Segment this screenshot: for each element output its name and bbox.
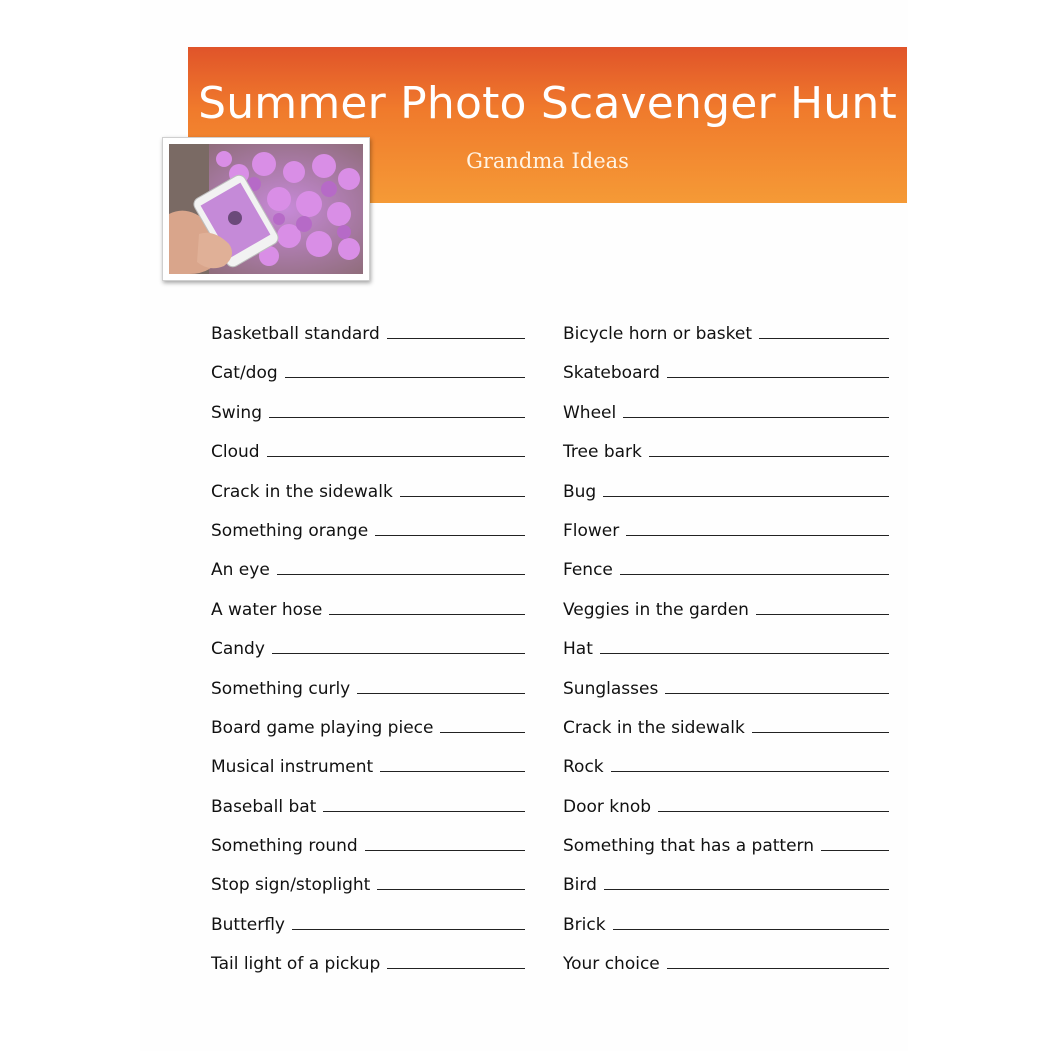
checklist-item <box>211 915 525 954</box>
checklist-item <box>563 875 889 914</box>
checklist-item <box>211 442 525 481</box>
checklist-item-label: Brick <box>563 914 606 935</box>
answer-blank-line[interactable] <box>604 875 889 890</box>
page-title: Summer Photo Scavenger Hunt <box>198 78 897 129</box>
checklist-item <box>211 679 525 718</box>
checklist-item-label: Crack in the sidewalk <box>211 481 393 502</box>
checklist-item-label: Cat/dog <box>211 363 278 384</box>
answer-blank-line[interactable] <box>821 836 889 851</box>
answer-blank-line[interactable] <box>380 757 525 772</box>
checklist-item <box>563 560 889 599</box>
checklist-item-label: Flower <box>563 520 620 541</box>
checklist-item <box>211 403 525 442</box>
checklist-item <box>211 639 525 678</box>
left-checklist <box>211 324 525 994</box>
checklist-item-label: Baseball bat <box>211 796 317 817</box>
answer-blank-line[interactable] <box>440 718 525 733</box>
answer-blank-line[interactable] <box>277 560 525 575</box>
phone-photographing-flowers-image <box>169 144 363 274</box>
checklist-item-label: An eye <box>211 560 270 581</box>
checklist-item-label: Musical instrument <box>211 757 374 778</box>
checklist-item <box>563 600 889 639</box>
checklist-item <box>211 797 525 836</box>
checklist-item <box>563 482 889 521</box>
checklist-item <box>563 954 889 993</box>
answer-blank-line[interactable] <box>667 954 889 969</box>
checklist-item <box>211 324 525 363</box>
checklist-item-label: Crack in the sidewalk <box>563 717 745 738</box>
checklist-item <box>211 954 525 993</box>
answer-blank-line[interactable] <box>756 600 889 615</box>
answer-blank-line[interactable] <box>400 482 525 497</box>
answer-blank-line[interactable] <box>323 797 525 812</box>
checklist-item <box>563 639 889 678</box>
answer-blank-line[interactable] <box>611 757 889 772</box>
checklist-item <box>563 836 889 875</box>
answer-blank-line[interactable] <box>365 836 525 851</box>
checklist-item-label: Skateboard <box>563 363 660 384</box>
checklist-item-label: Bicycle horn or basket <box>563 324 752 344</box>
checklist-item <box>211 836 525 875</box>
answer-blank-line[interactable] <box>603 482 889 497</box>
answer-blank-line[interactable] <box>658 797 889 812</box>
checklist-item <box>211 482 525 521</box>
checklist-item <box>563 442 889 481</box>
checklist-item-label: A water hose <box>211 599 323 620</box>
checklist-item <box>211 757 525 796</box>
checklist-item <box>211 363 525 402</box>
checklist-item-label: Something round <box>211 836 358 857</box>
checklist-item <box>563 797 889 836</box>
checklist-item <box>211 718 525 757</box>
checklist-item-label: Something orange <box>211 520 369 541</box>
checklist-item <box>211 600 525 639</box>
checklist-item <box>211 521 525 560</box>
answer-blank-line[interactable] <box>626 521 889 536</box>
checklist-item-label: Board game playing piece <box>211 717 434 738</box>
answer-blank-line[interactable] <box>357 679 525 694</box>
answer-blank-line[interactable] <box>272 639 525 654</box>
checklist-item-label: Rock <box>563 757 604 778</box>
checklist-item-label: Hat <box>563 639 593 660</box>
checklist-item <box>563 915 889 954</box>
answer-blank-line[interactable] <box>600 639 889 654</box>
checklist-item <box>563 403 889 442</box>
answer-blank-line[interactable] <box>267 442 525 457</box>
answer-blank-line[interactable] <box>752 718 889 733</box>
checklist-item <box>563 679 889 718</box>
checklist-item-label: Cloud <box>211 442 260 463</box>
answer-blank-line[interactable] <box>387 954 525 969</box>
page-subtitle: Grandma Ideas <box>466 149 629 173</box>
checklist-item-label: Bug <box>563 481 597 502</box>
answer-blank-line[interactable] <box>375 521 525 536</box>
checklist-item <box>563 324 889 363</box>
answer-blank-line[interactable] <box>623 403 889 418</box>
checklist-item-label: Basketball standard <box>211 324 380 344</box>
checklist-item-label: Candy <box>211 639 265 660</box>
checklist-item-label: Tail light of a pickup <box>211 954 381 975</box>
checklist-item-label: Butterfly <box>211 914 285 935</box>
checklist-item-label: Something that has a pattern <box>563 836 815 857</box>
checklist-item-label: Something curly <box>211 678 351 699</box>
checklist-item-label: Sunglasses <box>563 678 659 699</box>
answer-blank-line[interactable] <box>620 560 889 575</box>
answer-blank-line[interactable] <box>377 875 525 890</box>
checklist-item-label: Stop sign/stoplight <box>211 875 371 896</box>
answer-blank-line[interactable] <box>387 324 525 339</box>
checklist-item-label: Tree bark <box>563 442 642 463</box>
checklist-item <box>211 875 525 914</box>
answer-blank-line[interactable] <box>667 363 889 378</box>
answer-blank-line[interactable] <box>759 324 889 339</box>
checklist-item-label: Wheel <box>563 402 617 423</box>
checklist-item <box>563 757 889 796</box>
answer-blank-line[interactable] <box>285 363 525 378</box>
answer-blank-line[interactable] <box>329 600 525 615</box>
checklist-item-label: Door knob <box>563 796 652 817</box>
answer-blank-line[interactable] <box>269 403 525 418</box>
right-checklist <box>563 324 889 994</box>
header-photo <box>162 137 370 281</box>
answer-blank-line[interactable] <box>665 679 889 694</box>
answer-blank-line[interactable] <box>292 915 525 930</box>
checklist-item <box>563 521 889 560</box>
checklist-item-label: Swing <box>211 402 262 423</box>
answer-blank-line[interactable] <box>649 442 889 457</box>
checklist-item <box>211 560 525 599</box>
checklist-item-label: Fence <box>563 560 613 581</box>
checklist-item <box>563 363 889 402</box>
answer-blank-line[interactable] <box>613 915 889 930</box>
checklist-item <box>563 718 889 757</box>
checklist-item-label: Veggies in the garden <box>563 599 749 620</box>
checklist-item-label: Bird <box>563 875 597 896</box>
checklist-item-label: Your choice <box>563 954 660 975</box>
